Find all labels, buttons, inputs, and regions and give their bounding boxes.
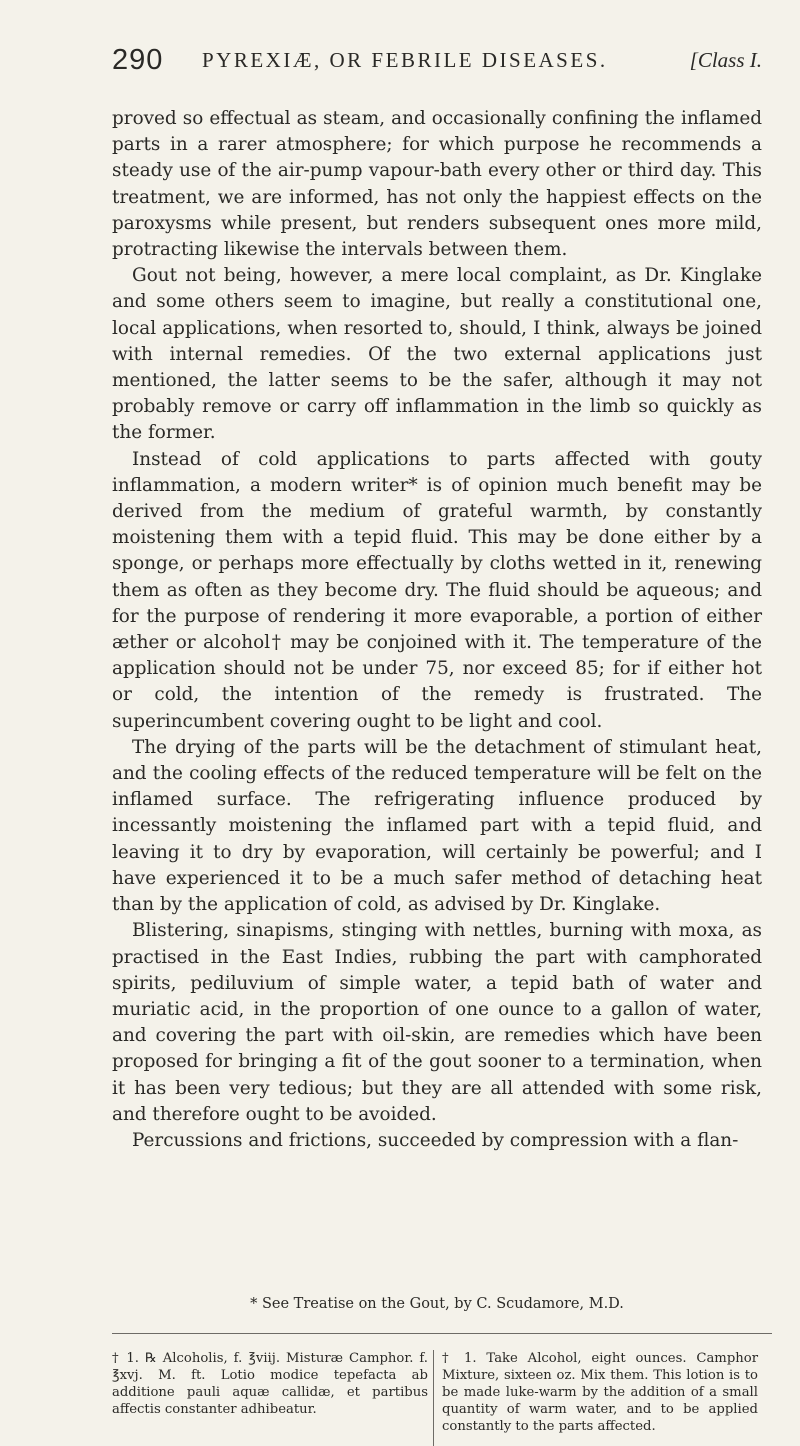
footnote-latin: † 1. ℞ Alcoholis, f. ℥viij. Misturæ Camphor. f. ℥xvj. M. ft. Lotio modice tepefacta ab additione pauli aquæ callidæ, et partibus affectis constanter adhibeatur. — [112, 1351, 428, 1417]
body-text — [112, 106, 762, 1154]
footnote-english: † 1. Take Alcohol, eight ounces. Camphor Mixture, sixteen oz. Mix them. This lotion is to be made luke-warm by the addition of a small quantity of warm water, and to be applied constantly to the parts affected. — [442, 1351, 758, 1434]
running-header — [112, 44, 762, 84]
footnote-rule — [112, 1333, 772, 1334]
paragraph-1: proved so effectual as steam, and occasionally confining the inflamed parts in a rarer atmosphere; for which purpose he recommends a steady use of the air-pump vapour-bath every other or third day. This treatment, we are informed, has not only the happiest effects on the paroxysms while present, but renders subsequent ones more mild, protracting likewise the intervals between them. — [112, 108, 762, 261]
footnote-scudamore: * See Treatise on the Gout, by C. Scudamore, M.D. — [250, 1296, 624, 1312]
column-divider — [433, 1350, 434, 1446]
footnote-columns — [112, 1350, 772, 1434]
paragraph-2: Gout not being, however, a mere local complaint, as Dr. Kinglake and some others seem to imagine, but really a constitutional one, local applications, when resorted to, should, I think, always be joined with internal remedies. Of the two external applications just mentioned, the latter seems to be the safer, although it may not probably remove or carry off inflammation in the limb so quickly as the former. — [112, 265, 762, 444]
paragraph-6: Percussions and frictions, succeeded by compression with a flan- — [132, 1129, 739, 1151]
paragraph-4: The drying of the parts will be the detachment of stimulant heat, and the cooling effects of the reduced temperature will be felt on the inflamed surface. The refrigerating influence produced by incessantly moistening the inflamed part with a tepid fluid, and leaving it to dry by evaporation, will certainly be powerful; and I have experienced it to be a much safer method of detaching heat than by the application of cold, as advised by Dr. Kinglake. — [112, 736, 762, 916]
paragraph-3: Instead of cold applications to parts affected with gouty inflammation, a modern writer* is of opinion much benefit may be derived from the medium of grateful warmth, by constantly moistening them with a tepid fluid. This may be done either by a sponge, or perhaps more effectually by cloths wetted in it, renewing them as often as they become dry. The fluid should be aqueous; and for the purpose of rendering it more evaporable, a portion of either æther or alcohol† may be conjoined with it. The temperature of the application should not be under 75, nor exceed 85; for if either hot or cold, the intention of the remedy is frustrated. The superincumbent covering ought to be light and cool. — [112, 448, 762, 732]
class-label: [Class I. — [689, 48, 762, 72]
running-title: PYREXIÆ, OR FEBRILE DISEASES. — [202, 48, 608, 72]
page-number: 290 — [112, 44, 164, 76]
paragraph-5: Blistering, sinapisms, stinging with nettles, burning with moxa, as practised in the East Indies, rubbing the part with camphorated spirits, pediluvium of simple water, a tepid bath of water and muriatic acid, in the proportion of one ounce to a gallon of water, and covering the part with oil-skin, are remedies which have been proposed for bringing a fit of the gout sooner to a termination, when it has been very tedious; but they are all attended with some risk, and therefore ought to be avoided. — [112, 920, 762, 1125]
